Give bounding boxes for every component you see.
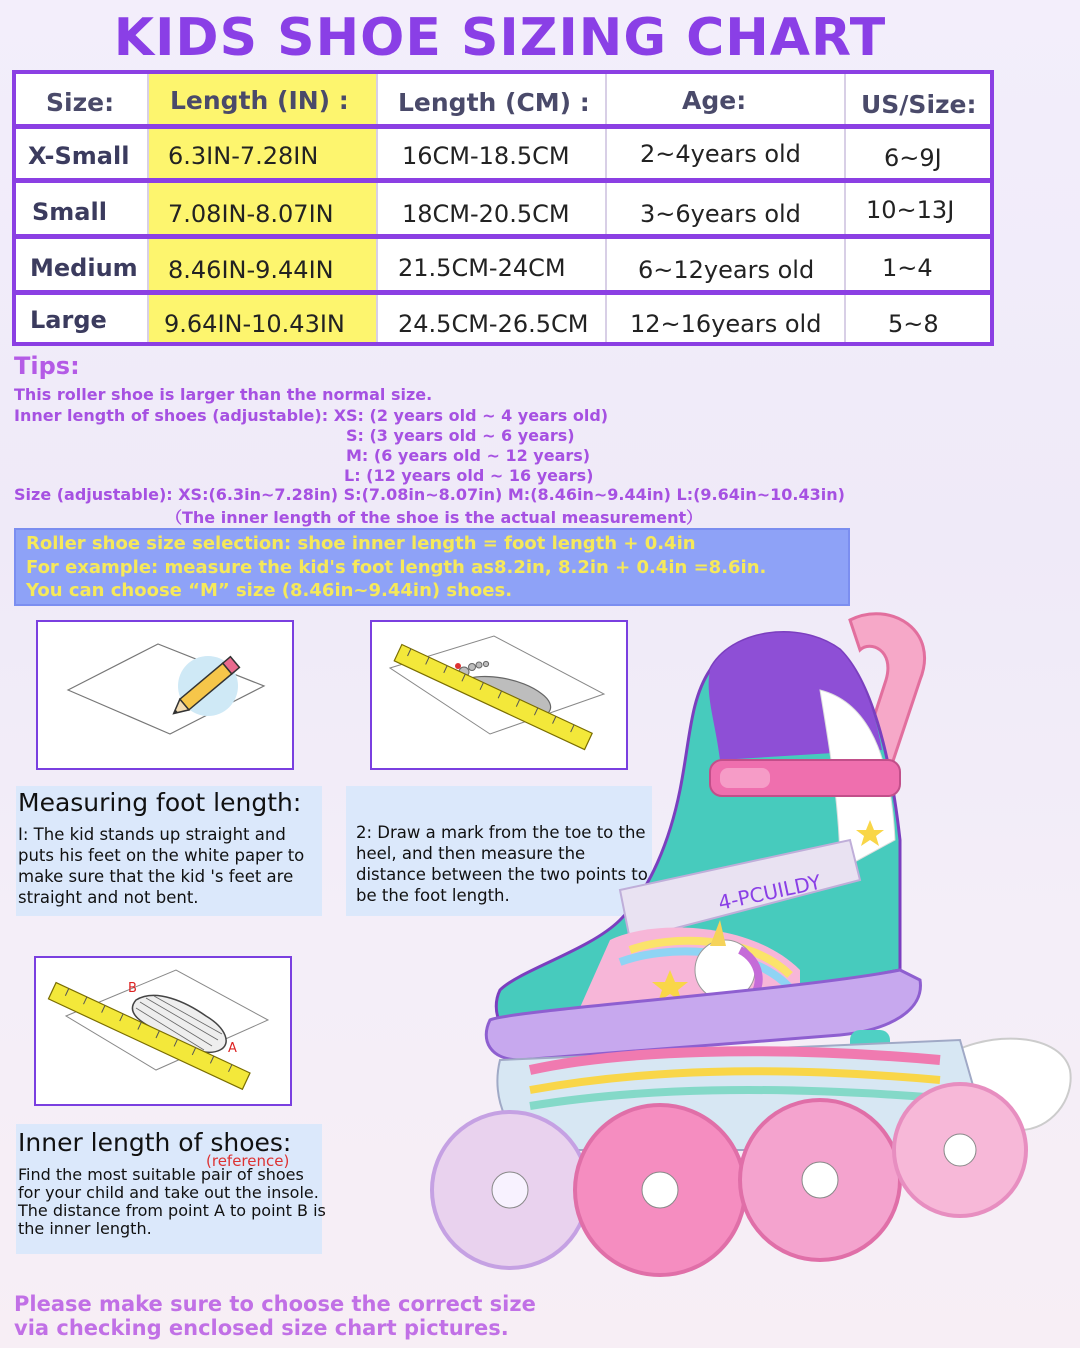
row-size: Medium [30,254,138,282]
row-age: 6~12years old [638,256,815,284]
brand-text: 4-PCUILDY [716,869,823,915]
header-age: Age: [682,86,747,115]
step-text: 2: Draw a mark from the toe to the heel, and then measure the distance between the two points to be the foot length. [356,823,648,905]
step-title: Measuring foot length: [18,788,302,817]
row-us: 1~4 [882,254,933,282]
rule-line: For example: measure the kid's foot length as8.2in, 8.2in + 0.4in =8.6in. [26,557,767,578]
reference-note: (reference) [206,1152,290,1170]
row-inch: 8.46IN-9.44IN [168,256,334,284]
tip-line: M: (6 years old ~ 12 years) [346,446,591,465]
footer-line: via checking enclosed size chart pictures. [14,1316,509,1340]
header-length-in: Length (IN) : [170,86,349,115]
step-text: I: The kid stands up straight and puts his feet on the white paper to make sure that the kid 's feet are straight and not bent. [18,825,305,907]
row-size: Large [30,306,107,334]
row-age: 3~6years old [640,200,801,228]
rule-line: You can choose “M” size (8.46in~9.44in) shoes. [26,580,513,601]
row-age: 12~16years old [630,310,822,338]
paper-icon [38,622,292,768]
header-size: Size: [46,88,115,117]
tips-title: Tips: [14,352,80,380]
row-cm: 16CM-18.5CM [402,142,570,170]
paper-pencil-illustration [36,620,294,770]
tip-line: Inner length of shoes (adjustable): XS: (2 years old ~ 4 years old) [14,406,609,425]
row-size: X-Small [28,142,130,170]
step-measuring-foot-length [16,786,322,916]
wheel-icon [575,1105,745,1275]
tip-line: S: (3 years old ~ 6 years) [346,426,575,445]
row-cm: 24.5CM-26.5CM [398,310,589,338]
row-inch: 7.08IN-8.07IN [168,200,334,228]
size-table [12,70,994,346]
insole-ruler-illustration [34,956,292,1106]
header-us-size: US/Size: [861,90,977,119]
row-cm: 18CM-20.5CM [402,200,570,228]
point-a-label: A [228,1041,237,1056]
wheel-icon [894,1084,1026,1216]
row-us: 10~13J [866,196,955,224]
step-inner-length [16,1124,326,1254]
tip-line: This roller shoe is larger than the normal size. [14,385,433,404]
rule-line: Roller shoe size selection: shoe inner length = foot length + 0.4in [26,533,696,554]
page-title: KIDS SHOE SIZING CHART [113,8,887,68]
row-cm: 21.5CM-24CM [398,254,566,282]
row-inch: 9.64IN-10.43IN [164,310,345,338]
footer-line: Please make sure to choose the correct size [14,1292,536,1316]
step-title: Inner length of shoes: [18,1128,292,1157]
row-us: 5~8 [888,310,939,338]
row-age: 2~4years old [640,140,801,168]
wheel-icon [432,1112,588,1268]
row-inch: 6.3IN-7.28IN [168,142,319,170]
header-length-cm: Length (CM) : [398,88,590,117]
tip-line: （The inner length of the shoe is the actual measurement） [166,508,703,527]
row-us: 6~9J [884,144,942,172]
tip-line: Size (adjustable): XS:(6.3in~7.28in) S:(7.08in~8.07in) M:(8.46in~9.44in) L:(9.64in~10.43in) [14,485,845,504]
step-text: Find the most suitable pair of shoes for your child and take out the insole. The distance from point A to point B is the inner length. [18,1165,326,1238]
roller-skate-image [420,590,1080,1330]
tip-line: L: (12 years old ~ 16 years) [344,466,594,485]
row-size: Small [32,198,107,226]
wheel-icon [740,1100,900,1260]
point-b-label: B [128,981,137,996]
